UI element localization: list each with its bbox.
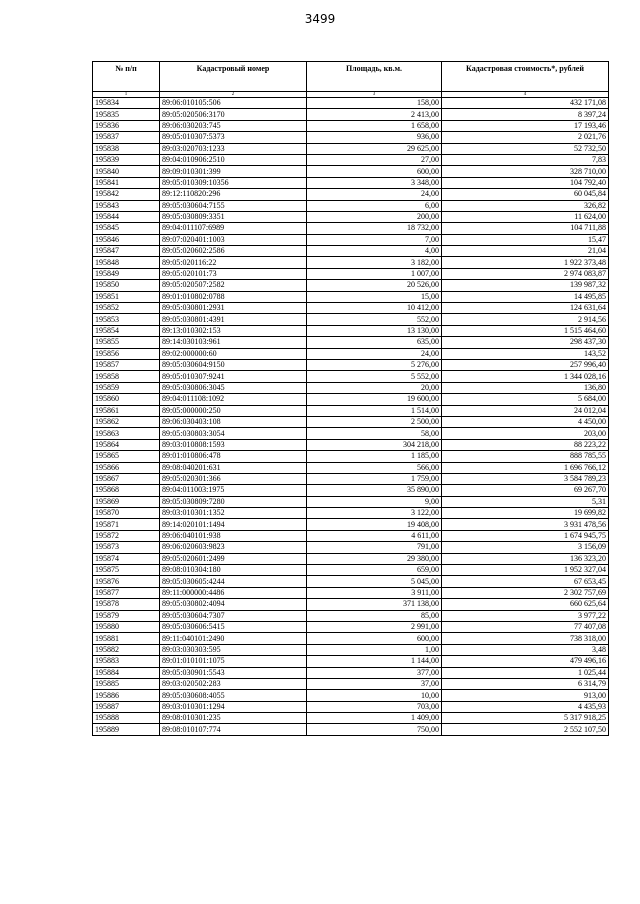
cell-cadastral-value: 1 696 766,12 [442, 462, 609, 473]
cell-cadastral-value: 2 974 083,87 [442, 268, 609, 279]
table-row [93, 325, 609, 336]
cell-cadastral-value: 67 653,45 [442, 576, 609, 587]
cell-cadastral-value: 4 435,93 [442, 701, 609, 712]
cell-area: 2 413,00 [307, 109, 442, 120]
cell-area: 600,00 [307, 166, 442, 177]
cell-row-number: 195840 [93, 166, 160, 177]
table-row [93, 337, 609, 348]
cell-row-number: 195884 [93, 667, 160, 678]
cell-cadastral-number: 89:05:020601:2499 [160, 553, 307, 564]
cell-row-number: 195881 [93, 633, 160, 644]
cell-cadastral-number: 89:01:010802:0788 [160, 291, 307, 302]
cell-area: 2 991,00 [307, 621, 442, 632]
cell-cadastral-value: 15,47 [442, 234, 609, 245]
cell-cadastral-value: 3 156,09 [442, 542, 609, 553]
cell-cadastral-value: 1 674 945,75 [442, 530, 609, 541]
cell-area: 7,00 [307, 234, 442, 245]
cell-area: 3 348,00 [307, 177, 442, 188]
header-row-number: № п/п [93, 62, 160, 92]
cell-cadastral-value: 913,00 [442, 690, 609, 701]
table-row [93, 234, 609, 245]
cell-row-number: 195867 [93, 473, 160, 484]
cell-area: 27,00 [307, 154, 442, 165]
cell-cadastral-number: 89:07:020401:1003 [160, 234, 307, 245]
cell-row-number: 195883 [93, 656, 160, 667]
table-row [93, 656, 609, 667]
cell-cadastral-number: 89:03:020502:283 [160, 678, 307, 689]
cell-area: 1,00 [307, 644, 442, 655]
cell-cadastral-number: 89:05:030604:9150 [160, 359, 307, 370]
table-row [93, 246, 609, 257]
cell-cadastral-number: 89:01:010806:478 [160, 451, 307, 462]
table-row [93, 154, 609, 165]
cell-row-number: 195835 [93, 109, 160, 120]
cell-row-number: 195869 [93, 496, 160, 507]
table-row [93, 211, 609, 222]
cell-row-number: 195874 [93, 553, 160, 564]
cell-row-number: 195844 [93, 211, 160, 222]
cell-cadastral-number: 89:05:030801:2931 [160, 303, 307, 314]
cell-area: 1 144,00 [307, 656, 442, 667]
cell-area: 2 500,00 [307, 416, 442, 427]
cell-row-number: 195863 [93, 428, 160, 439]
cell-row-number: 195850 [93, 280, 160, 291]
table-row [93, 166, 609, 177]
table-row [93, 439, 609, 450]
table-header-row [93, 62, 609, 92]
table-row [93, 98, 609, 109]
cell-cadastral-value: 143,52 [442, 348, 609, 359]
cell-row-number: 195864 [93, 439, 160, 450]
cell-row-number: 195854 [93, 325, 160, 336]
cell-row-number: 195843 [93, 200, 160, 211]
cell-cadastral-number: 89:05:030604:7307 [160, 610, 307, 621]
cell-cadastral-value: 77 407,08 [442, 621, 609, 632]
cell-cadastral-value: 2 552 107,50 [442, 724, 609, 735]
cell-cadastral-number: 89:11:000000:4486 [160, 587, 307, 598]
cell-area: 791,00 [307, 542, 442, 553]
cell-cadastral-value: 1 515 464,60 [442, 325, 609, 336]
table-row [93, 610, 609, 621]
cell-cadastral-value: 19 699,82 [442, 508, 609, 519]
cell-row-number: 195860 [93, 394, 160, 405]
cell-area: 635,00 [307, 337, 442, 348]
cell-area: 35 890,00 [307, 485, 442, 496]
table-row [93, 508, 609, 519]
cell-row-number: 195885 [93, 678, 160, 689]
cell-area: 6,00 [307, 200, 442, 211]
cell-area: 19 408,00 [307, 519, 442, 530]
cell-cadastral-number: 89:04:010906:2510 [160, 154, 307, 165]
cell-row-number: 195846 [93, 234, 160, 245]
table-row [93, 473, 609, 484]
cell-cadastral-value: 2 914,56 [442, 314, 609, 325]
cell-cadastral-value: 888 785,55 [442, 451, 609, 462]
table-row [93, 451, 609, 462]
table-row [93, 416, 609, 427]
cell-cadastral-number: 89:05:010307:5373 [160, 132, 307, 143]
cell-area: 18 732,00 [307, 223, 442, 234]
cell-area: 659,00 [307, 565, 442, 576]
cell-cadastral-number: 89:05:010307:9241 [160, 371, 307, 382]
cell-cadastral-number: 89:05:030806:3045 [160, 382, 307, 393]
cell-row-number: 195858 [93, 371, 160, 382]
table-row [93, 280, 609, 291]
cell-cadastral-value: 69 267,70 [442, 485, 609, 496]
cell-cadastral-value: 136 323,20 [442, 553, 609, 564]
cell-cadastral-number: 89:05:020116:22 [160, 257, 307, 268]
cell-cadastral-number: 89:05:010309:10356 [160, 177, 307, 188]
cell-area: 24,00 [307, 189, 442, 200]
cell-cadastral-number: 89:05:020101:73 [160, 268, 307, 279]
table-row [93, 496, 609, 507]
cell-cadastral-number: 89:08:010304:180 [160, 565, 307, 576]
cell-cadastral-number: 89:05:030802:4094 [160, 599, 307, 610]
cell-cadastral-number: 89:03:010808:1593 [160, 439, 307, 450]
cell-row-number: 195838 [93, 143, 160, 154]
cell-cadastral-number: 89:11:040101:2490 [160, 633, 307, 644]
cell-cadastral-number: 89:04:011003:1975 [160, 485, 307, 496]
table-row [93, 303, 609, 314]
cell-cadastral-number: 89:06:020603:9823 [160, 542, 307, 553]
cell-cadastral-number: 89:05:030605:4244 [160, 576, 307, 587]
cell-cadastral-value: 298 437,30 [442, 337, 609, 348]
header-cadastral-number: Кадастровый номер [160, 62, 307, 92]
table-row [93, 633, 609, 644]
cell-cadastral-value: 738 318,00 [442, 633, 609, 644]
table-row [93, 200, 609, 211]
table-row [93, 462, 609, 473]
table-row [93, 678, 609, 689]
table-row [93, 382, 609, 393]
cell-area: 371 138,00 [307, 599, 442, 610]
table-row [93, 348, 609, 359]
cell-cadastral-value: 17 193,46 [442, 120, 609, 131]
cell-cadastral-number: 89:01:010101:1075 [160, 656, 307, 667]
column-number: 4 [442, 92, 609, 98]
cell-row-number: 195847 [93, 246, 160, 257]
table-body [93, 98, 609, 736]
cell-cadastral-number: 89:04:011108:1092 [160, 394, 307, 405]
table-row [93, 621, 609, 632]
cell-area: 10,00 [307, 690, 442, 701]
cell-cadastral-value: 328 710,00 [442, 166, 609, 177]
cell-area: 24,00 [307, 348, 442, 359]
cell-cadastral-value: 1 025,44 [442, 667, 609, 678]
cell-area: 5 045,00 [307, 576, 442, 587]
cell-area: 20,00 [307, 382, 442, 393]
cell-cadastral-value: 11 624,00 [442, 211, 609, 222]
column-number: 3 [307, 92, 442, 98]
cell-cadastral-number: 89:05:020602:2586 [160, 246, 307, 257]
table-row [93, 314, 609, 325]
table-row [93, 405, 609, 416]
cell-cadastral-number: 89:06:040101:938 [160, 530, 307, 541]
cell-area: 750,00 [307, 724, 442, 735]
cell-row-number: 195845 [93, 223, 160, 234]
table-row [93, 553, 609, 564]
cell-row-number: 195836 [93, 120, 160, 131]
cell-row-number: 195888 [93, 713, 160, 724]
cell-area: 377,00 [307, 667, 442, 678]
cell-row-number: 195834 [93, 98, 160, 109]
cell-cadastral-number: 89:02:000000:60 [160, 348, 307, 359]
cell-area: 1 409,00 [307, 713, 442, 724]
cell-cadastral-number: 89:06:030203:745 [160, 120, 307, 131]
cell-cadastral-number: 89:05:030809:7280 [160, 496, 307, 507]
cell-cadastral-value: 660 625,64 [442, 599, 609, 610]
cell-cadastral-value: 5 684,00 [442, 394, 609, 405]
cell-cadastral-number: 89:05:030901:5543 [160, 667, 307, 678]
table-row [93, 223, 609, 234]
cell-row-number: 195889 [93, 724, 160, 735]
cell-cadastral-value: 3 584 789,23 [442, 473, 609, 484]
table-row [93, 189, 609, 200]
cell-row-number: 195851 [93, 291, 160, 302]
cell-cadastral-value: 21,04 [442, 246, 609, 257]
column-number: 2 [160, 92, 307, 98]
cell-row-number: 195865 [93, 451, 160, 462]
cell-cadastral-value: 52 732,50 [442, 143, 609, 154]
table-row [93, 690, 609, 701]
cell-row-number: 195870 [93, 508, 160, 519]
cell-cadastral-value: 479 496,16 [442, 656, 609, 667]
cell-cadastral-value: 7,83 [442, 154, 609, 165]
table-row [93, 359, 609, 370]
table-row [93, 576, 609, 587]
cell-cadastral-number: 89:05:030809:3351 [160, 211, 307, 222]
cell-cadastral-value: 1 344 028,16 [442, 371, 609, 382]
cell-row-number: 195886 [93, 690, 160, 701]
cell-area: 37,00 [307, 678, 442, 689]
table-row [93, 542, 609, 553]
cell-area: 1 514,00 [307, 405, 442, 416]
cell-area: 20 526,00 [307, 280, 442, 291]
cell-cadastral-value: 5,31 [442, 496, 609, 507]
table-row [93, 371, 609, 382]
table-row [93, 268, 609, 279]
table-row [93, 519, 609, 530]
cell-area: 3 122,00 [307, 508, 442, 519]
cell-cadastral-number: 89:03:030303:595 [160, 644, 307, 655]
cell-area: 5 276,00 [307, 359, 442, 370]
cell-area: 85,00 [307, 610, 442, 621]
cell-area: 200,00 [307, 211, 442, 222]
cell-area: 3 182,00 [307, 257, 442, 268]
cell-cadastral-number: 89:05:000000:250 [160, 405, 307, 416]
cell-cadastral-value: 6 314,79 [442, 678, 609, 689]
cell-area: 703,00 [307, 701, 442, 712]
cell-cadastral-value: 4 450,00 [442, 416, 609, 427]
cell-area: 1 759,00 [307, 473, 442, 484]
cell-area: 936,00 [307, 132, 442, 143]
table-row [93, 428, 609, 439]
cell-row-number: 195875 [93, 565, 160, 576]
table-row [93, 599, 609, 610]
cell-cadastral-number: 89:05:020507:2582 [160, 280, 307, 291]
cell-row-number: 195837 [93, 132, 160, 143]
cell-cadastral-value: 8 397,24 [442, 109, 609, 120]
cell-cadastral-number: 89:08:010107:774 [160, 724, 307, 735]
cell-row-number: 195841 [93, 177, 160, 188]
cell-row-number: 195872 [93, 530, 160, 541]
cell-cadastral-number: 89:03:010301:1294 [160, 701, 307, 712]
cell-cadastral-value: 257 996,40 [442, 359, 609, 370]
cell-area: 3 911,00 [307, 587, 442, 598]
table-row [93, 530, 609, 541]
cell-row-number: 195879 [93, 610, 160, 621]
table-row [93, 177, 609, 188]
cadastral-table [92, 61, 609, 736]
table-row [93, 713, 609, 724]
table-row [93, 132, 609, 143]
cell-cadastral-value: 104 792,40 [442, 177, 609, 188]
cell-cadastral-value: 136,80 [442, 382, 609, 393]
cell-cadastral-number: 89:05:020301:366 [160, 473, 307, 484]
cell-row-number: 195839 [93, 154, 160, 165]
cell-row-number: 195852 [93, 303, 160, 314]
cell-cadastral-number: 89:14:030103:961 [160, 337, 307, 348]
cell-cadastral-number: 89:13:010302:153 [160, 325, 307, 336]
cell-cadastral-number: 89:08:010301:235 [160, 713, 307, 724]
cell-cadastral-number: 89:05:030801:4391 [160, 314, 307, 325]
table-row [93, 724, 609, 735]
header-cadastral-value: Кадастровая стоимость*, рублей [442, 62, 609, 92]
table-row [93, 120, 609, 131]
cell-area: 1 658,00 [307, 120, 442, 131]
cell-cadastral-value: 124 631,64 [442, 303, 609, 314]
cell-row-number: 195882 [93, 644, 160, 655]
cell-area: 15,00 [307, 291, 442, 302]
cell-cadastral-value: 3 931 478,56 [442, 519, 609, 530]
cell-row-number: 195887 [93, 701, 160, 712]
cell-row-number: 195857 [93, 359, 160, 370]
cell-cadastral-value: 203,00 [442, 428, 609, 439]
cell-area: 19 600,00 [307, 394, 442, 405]
cell-row-number: 195859 [93, 382, 160, 393]
cell-row-number: 195861 [93, 405, 160, 416]
cell-row-number: 195876 [93, 576, 160, 587]
cell-cadastral-value: 3,48 [442, 644, 609, 655]
cell-cadastral-value: 104 711,88 [442, 223, 609, 234]
cell-area: 4 611,00 [307, 530, 442, 541]
table-row [93, 644, 609, 655]
cell-cadastral-value: 24 012,04 [442, 405, 609, 416]
cell-row-number: 195877 [93, 587, 160, 598]
cell-area: 29 380,00 [307, 553, 442, 564]
table-row [93, 291, 609, 302]
cell-cadastral-value: 326,82 [442, 200, 609, 211]
cell-cadastral-value: 88 223,22 [442, 439, 609, 450]
cell-row-number: 195849 [93, 268, 160, 279]
cell-cadastral-number: 89:12:110820:296 [160, 189, 307, 200]
page-number: 3499 [304, 12, 336, 26]
cell-area: 13 130,00 [307, 325, 442, 336]
cell-area: 1 007,00 [307, 268, 442, 279]
cell-cadastral-number: 89:09:010301:399 [160, 166, 307, 177]
cell-row-number: 195853 [93, 314, 160, 325]
cell-row-number: 195880 [93, 621, 160, 632]
cell-row-number: 195855 [93, 337, 160, 348]
cell-cadastral-number: 89:03:010301:1352 [160, 508, 307, 519]
header-area: Площадь, кв.м. [307, 62, 442, 92]
cell-cadastral-number: 89:05:020506:3170 [160, 109, 307, 120]
cell-cadastral-number: 89:05:030604:7155 [160, 200, 307, 211]
cell-row-number: 195856 [93, 348, 160, 359]
cell-cadastral-number: 89:08:040201:631 [160, 462, 307, 473]
cell-cadastral-number: 89:03:020703:1233 [160, 143, 307, 154]
cell-cadastral-value: 2 302 757,69 [442, 587, 609, 598]
table-row [93, 701, 609, 712]
table-row [93, 587, 609, 598]
cell-area: 304 218,00 [307, 439, 442, 450]
cell-cadastral-value: 14 495,85 [442, 291, 609, 302]
table-row [93, 667, 609, 678]
cell-area: 9,00 [307, 496, 442, 507]
cell-cadastral-number: 89:06:010105:506 [160, 98, 307, 109]
column-number: 1 [93, 92, 160, 98]
cell-cadastral-value: 60 045,84 [442, 189, 609, 200]
cell-cadastral-number: 89:06:030403:108 [160, 416, 307, 427]
cell-area: 1 185,00 [307, 451, 442, 462]
cell-cadastral-value: 1 922 373,48 [442, 257, 609, 268]
cell-area: 4,00 [307, 246, 442, 257]
cell-cadastral-number: 89:14:020101:1494 [160, 519, 307, 530]
table-row [93, 109, 609, 120]
cell-cadastral-value: 432 171,08 [442, 98, 609, 109]
cell-cadastral-number: 89:05:030608:4055 [160, 690, 307, 701]
cell-row-number: 195848 [93, 257, 160, 268]
table-row [93, 565, 609, 576]
cell-area: 600,00 [307, 633, 442, 644]
cell-cadastral-value: 3 977,22 [442, 610, 609, 621]
cell-area: 58,00 [307, 428, 442, 439]
cell-area: 552,00 [307, 314, 442, 325]
cell-row-number: 195878 [93, 599, 160, 610]
cell-row-number: 195866 [93, 462, 160, 473]
cell-cadastral-value: 2 021,76 [442, 132, 609, 143]
cell-area: 158,00 [307, 98, 442, 109]
table-row [93, 394, 609, 405]
cell-row-number: 195868 [93, 485, 160, 496]
cell-cadastral-value: 5 317 918,25 [442, 713, 609, 724]
cell-cadastral-number: 89:05:030803:3054 [160, 428, 307, 439]
table-row [93, 485, 609, 496]
cell-cadastral-value: 1 952 327,04 [442, 565, 609, 576]
cell-row-number: 195862 [93, 416, 160, 427]
cell-cadastral-number: 89:05:030606:5415 [160, 621, 307, 632]
cell-row-number: 195842 [93, 189, 160, 200]
cell-area: 5 552,00 [307, 371, 442, 382]
cell-area: 10 412,00 [307, 303, 442, 314]
cell-row-number: 195873 [93, 542, 160, 553]
cell-area: 29 625,00 [307, 143, 442, 154]
cell-area: 566,00 [307, 462, 442, 473]
table-row [93, 143, 609, 154]
cell-cadastral-value: 139 987,32 [442, 280, 609, 291]
cell-cadastral-number: 89:04:011107:6989 [160, 223, 307, 234]
cell-row-number: 195871 [93, 519, 160, 530]
table-row [93, 257, 609, 268]
